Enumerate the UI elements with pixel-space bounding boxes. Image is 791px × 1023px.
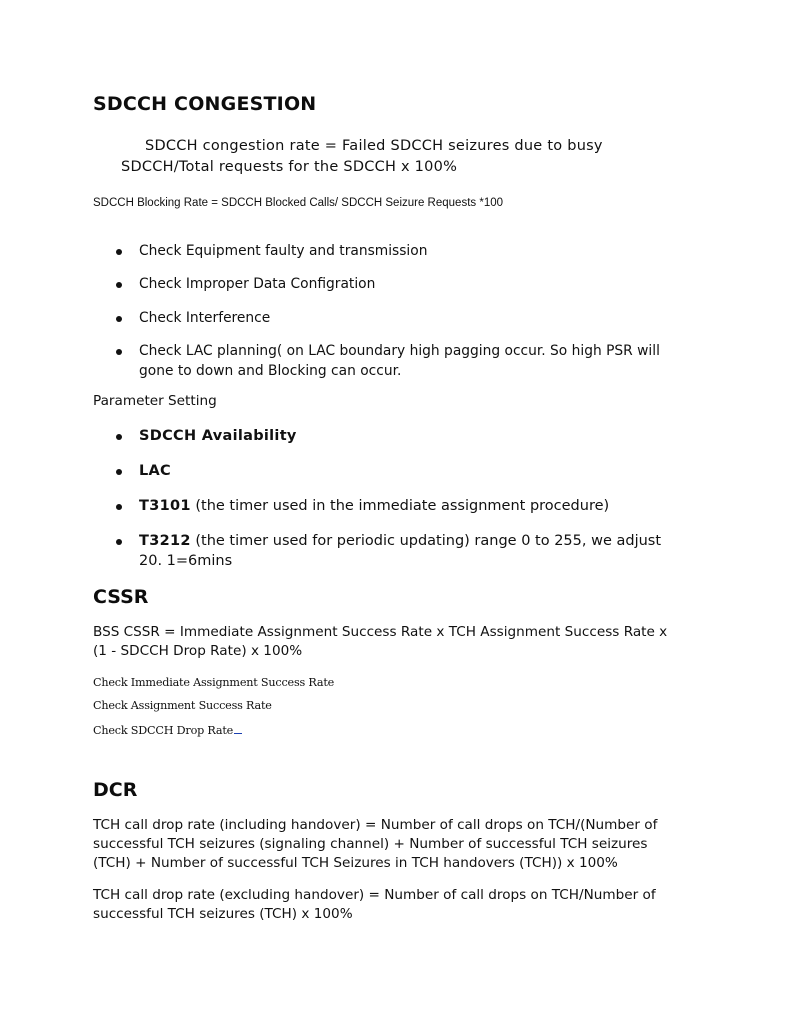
list-item-text: Check LAC planning( on LAC boundary high pagging occur. So high PSR will xyxy=(139,343,660,359)
dcr-incl-line3: (TCH) + Number of successful TCH Seizures in TCH handovers (TCH)) x 100% xyxy=(93,855,618,871)
bullet-icon xyxy=(116,539,122,545)
cssr-formula-line1: BSS CSSR = Immediate Assignment Success Rate x TCH Assignment Success Rate x xyxy=(93,624,668,640)
param-name: SDCCH Availability xyxy=(139,428,297,444)
param-desc: (the timer used in the immediate assignment procedure) xyxy=(190,498,610,514)
section-title-cssr: CSSR xyxy=(93,586,149,608)
param-desc: (the timer used for periodic updating) range 0 to 255, we adjust xyxy=(190,533,662,549)
section-title-sdcch-congestion: SDCCH CONGESTION xyxy=(93,93,317,115)
bullet-icon xyxy=(116,349,122,355)
cssr-check-assignment: Check Assignment Success Rate xyxy=(93,699,272,712)
cssr-check-sdcch-drop xyxy=(93,723,242,737)
param-desc-cont: 20. 1=6mins xyxy=(139,553,233,569)
cssr-check-sdcch-drop-text: Check SDCCH Drop Rate xyxy=(93,724,234,737)
list-item-text: Check Interference xyxy=(139,310,271,326)
param-name: T3212 xyxy=(139,533,191,549)
bullet-icon xyxy=(116,249,122,255)
bullet-icon xyxy=(116,504,122,510)
bullet-icon xyxy=(116,434,122,440)
sdcch-formula-line1: SDCCH congestion rate = Failed SDCCH seizures due to busy xyxy=(145,138,603,154)
parameter-setting-heading: Parameter Setting xyxy=(93,393,217,409)
dcr-excl-line2: successful TCH seizures (TCH) x 100% xyxy=(93,906,353,922)
list-item-text: Check Equipment faulty and transmission xyxy=(139,243,428,259)
sdcch-formula-line2: SDCCH/Total requests for the SDCCH x 100% xyxy=(121,159,458,175)
bullet-icon xyxy=(116,282,122,288)
dcr-incl-line1: TCH call drop rate (including handover) = Number of call drops on TCH/(Number of xyxy=(93,817,658,833)
param-name: LAC xyxy=(139,463,172,479)
param-name: T3101 xyxy=(139,498,191,514)
section-title-dcr: DCR xyxy=(93,779,138,801)
cssr-check-immediate: Check Immediate Assignment Success Rate xyxy=(93,676,335,689)
dcr-excl-line1: TCH call drop rate (excluding handover) = Number of call drops on TCH/Number of xyxy=(93,887,656,903)
bullet-icon xyxy=(116,469,122,475)
list-item-text: Check Improper Data Configration xyxy=(139,276,376,292)
text-cursor-icon xyxy=(234,723,242,734)
cssr-formula-line2: (1 - SDCCH Drop Rate) x 100% xyxy=(93,643,303,659)
sdcch-blocking-rate: SDCCH Blocking Rate = SDCCH Blocked Calls/ SDCCH Seizure Requests *100 xyxy=(93,197,504,209)
dcr-incl-line2: successful TCH seizures (signaling channel) + Number of successful TCH seizures xyxy=(93,836,648,852)
bullet-icon xyxy=(116,316,122,322)
list-item-text-cont: gone to down and Blocking can occur. xyxy=(139,363,402,379)
